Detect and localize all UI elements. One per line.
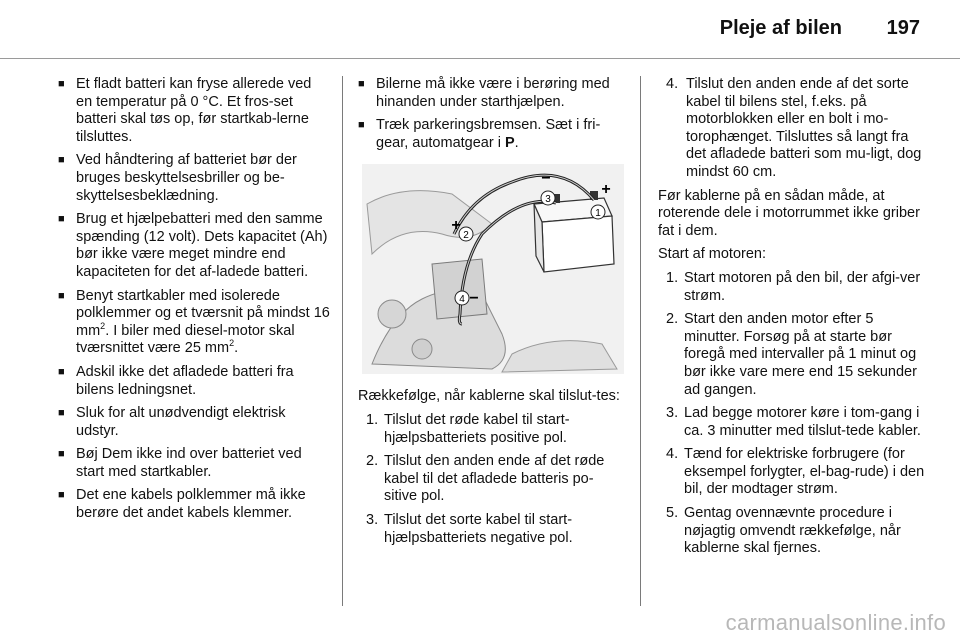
step-number: 2.	[366, 453, 379, 470]
bullet-item: ■ Brug et hjælpebatteri med den samme spænding (12 volt). Dets kapacitet (Ah) bør ikke være meget mindre end kapaciteten for det af-ladede batteri.	[58, 211, 330, 281]
step-text: Tilslut den anden ende af det røde kabel til det afladede batteris po-sitive pol.	[384, 453, 605, 505]
cable-spec-text-a: Benyt startkabler med isolerede polklemmer og et tværsnit på mindst 16 mm	[76, 287, 330, 339]
step-number: 3.	[666, 405, 679, 422]
brake-text-b: .	[514, 134, 519, 151]
gear-p-label: P	[504, 134, 515, 151]
bullet-item: ■ Et fladt batteri kan fryse allerede ved en temperatur på 0 °C. Et fros-set batteri skal tøs op, før startkab-lerne tilsluttes.	[58, 76, 330, 146]
marker-3-label: 3	[545, 194, 551, 206]
bullet-item: ■ Det ene kabels polklemmer må ikke berøre det andet kabels klemmer.	[58, 487, 330, 522]
bullet-list-left	[58, 76, 330, 523]
header-divider	[0, 58, 960, 59]
step-text: Tænd for elektriske forbrugere (for eksempel forlygter, el-bag-rude) i den bil, der modtager strøm.	[684, 446, 925, 498]
bullet-item-cable-spec	[58, 288, 330, 358]
bullet-item: ■ Sluk for alt unødvendigt elektrisk udstyr.	[58, 405, 330, 440]
step-number: 3.	[366, 511, 379, 528]
connection-order-intro: Rækkefølge, når kablerne skal tilslut-tes:	[358, 388, 620, 405]
step-item	[658, 505, 926, 558]
bullet-item: ■ Bilerne må ikke være i berøring med hinanden under starthjælpen.	[358, 76, 626, 111]
bullet-item: ■ Bøj Dem ikke ind over batteriet ved start med startkabler.	[58, 446, 330, 481]
step-number: 4.	[666, 76, 679, 92]
marker-1-label: 1	[595, 208, 601, 220]
step-item	[658, 405, 926, 440]
engine-part-circle	[412, 339, 432, 359]
step-number: 4.	[666, 446, 679, 463]
bullet-item-parking-brake	[358, 117, 626, 152]
step-item	[358, 453, 626, 506]
step-text: Tilslut det røde kabel til start-hjælpsbatteriets positive pol.	[384, 411, 570, 446]
step-text: Start den anden motor efter 5 minutter. Forsøg på at starte bør foregå med intervaller på 1 minut og bør ikke vare mere end 15 sekunder ad gangen.	[684, 311, 917, 398]
cable-spec-text-c: .	[234, 340, 239, 357]
cable-routing-note: Før kablerne på en sådan måde, at roterende dele i motorrummet ikke griber fat i dem.	[658, 187, 920, 239]
page-header	[0, 0, 960, 60]
jump-start-diagram	[362, 164, 624, 374]
step-number: 5.	[666, 505, 679, 522]
booster-battery-front	[542, 216, 614, 272]
step-number: 1.	[366, 411, 379, 428]
step-text: Start motoren på den bil, der afgi-ver strøm.	[684, 269, 921, 304]
step-item	[358, 412, 626, 447]
car-plus-sign: +	[451, 217, 461, 235]
bullet-item: ■ Ved håndtering af batteriet bør der bruges beskyttelsesbriller og be-skyttelsesbeklædning.	[58, 152, 330, 205]
step-item	[658, 311, 926, 399]
booster-plus-sign: +	[601, 181, 611, 199]
superscript: 2	[100, 320, 106, 331]
step-item	[658, 270, 926, 305]
marker-2-label: 2	[463, 230, 469, 242]
page-number: 197	[886, 17, 920, 39]
marker-4-label: 4	[459, 294, 465, 306]
column-left	[58, 76, 330, 529]
cable-spec-text-b: . I biler med diesel-motor skal tværsnittet være 25 mm	[76, 322, 295, 357]
superscript: 2	[229, 338, 235, 349]
column-divider	[640, 76, 641, 606]
column-middle	[358, 76, 626, 553]
step-number: 2.	[666, 311, 679, 328]
engine-part-circle	[378, 300, 406, 328]
column-right	[658, 76, 926, 564]
step-text: Tilslut det sorte kabel til start-hjælpsbatteriets negative pol.	[384, 511, 573, 546]
column-divider	[342, 76, 343, 606]
connection-steps-continued	[658, 76, 926, 182]
bullet-item: ■ Adskil ikke det afladede batteri fra bilens ledningsnet.	[58, 364, 330, 399]
ground-minus-sign: −	[469, 290, 479, 308]
booster-minus-sign: −	[541, 170, 551, 188]
step-text: Lad begge motorer køre i tom-gang i ca. 3 minutter med tilslut-tede kabler.	[684, 405, 921, 439]
start-steps-list	[658, 270, 926, 558]
step-text: Tilslut den anden ende af det sorte kabel til bilens stel, f.eks. på motorblokken eller en bolt i mo-torophænget. Tilsluttes så langt fra det afladede batteri som mu-ligt, dog mindst 60 cm.	[686, 76, 922, 180]
connection-steps-list	[358, 412, 626, 547]
step-item	[658, 446, 926, 499]
brake-text-a: Træk parkeringsbremsen. Sæt i fri-gear, automatgear i	[376, 117, 601, 151]
step-item	[658, 76, 926, 182]
bullet-list-middle	[358, 76, 626, 152]
start-engine-heading: Start af motoren:	[658, 246, 766, 263]
step-number: 1.	[666, 269, 679, 286]
page-title: Pleje af bilen	[719, 17, 842, 39]
watermark: carmanualsonline.info	[725, 610, 946, 635]
jump-start-illustration	[362, 164, 624, 374]
step-item	[358, 512, 626, 547]
step-text: Gentag ovennævnte procedure i nøjagtig omvendt rækkefølge, når kablerne skal fjernes.	[684, 505, 901, 557]
